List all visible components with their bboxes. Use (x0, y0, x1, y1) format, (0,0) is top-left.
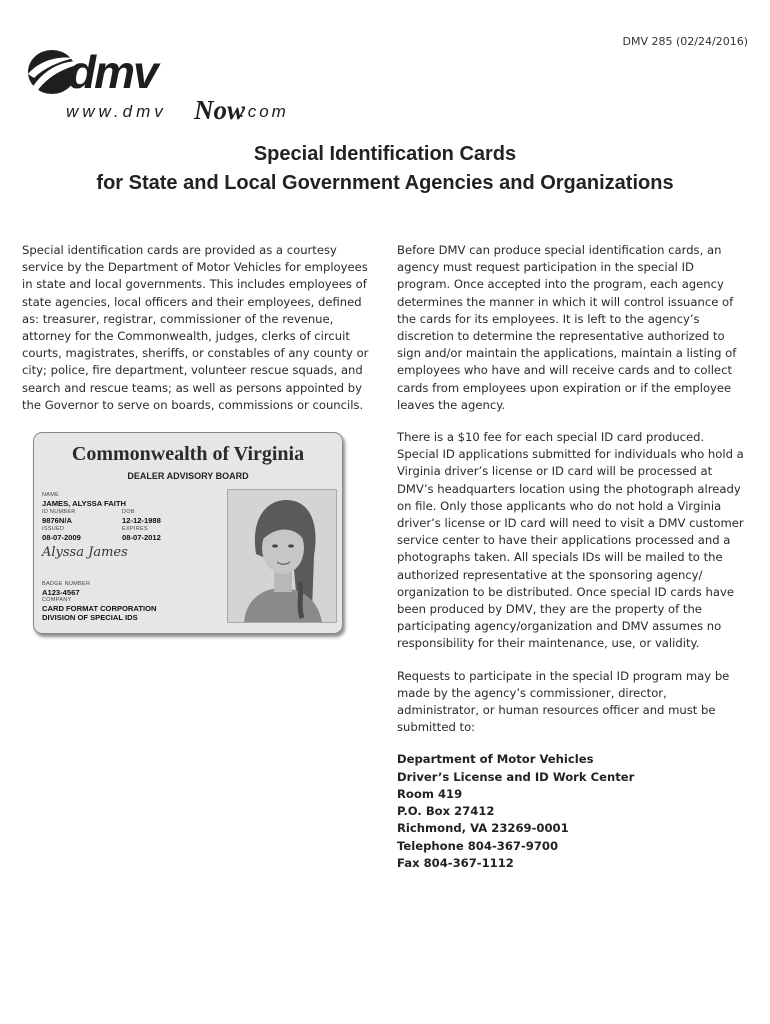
dmvnow-logo (22, 44, 312, 124)
card-photo (227, 489, 337, 623)
title-line-2: for State and Local Government Agencies and Organizations (96, 172, 674, 194)
card-expires-label: EXPIRES (122, 526, 148, 532)
card-issued-label: ISSUED (42, 526, 65, 532)
logo-brand: dmv (68, 46, 157, 98)
address-line-4: P.O. Box 27412 (397, 804, 495, 819)
card-badge-label: BADGE NUMBER (42, 581, 91, 587)
logo-url-prefix: www.dmv (66, 102, 167, 121)
card-signature (38, 529, 148, 569)
right-column (397, 242, 749, 872)
request-paragraph: Requests to participate in the special ID program may be made by the agency’s commissioner, director, administrator, or human resources officer and must be submitted to: (397, 668, 730, 735)
card-dob-label: DOB (122, 509, 135, 515)
address-line-3: Room 419 (397, 786, 463, 801)
card-signature-text: Alyssa James (42, 545, 128, 560)
fax: Fax 804-367-1112 (397, 855, 514, 870)
card-dob-value: 12-12-1988 (122, 516, 161, 525)
address-line-1: Department of Motor Vehicles (397, 752, 594, 767)
telephone: Telephone 804-367-9700 (397, 838, 559, 853)
card-id-value: 9876N/A (42, 516, 72, 525)
card-company-line-1: CARD FORMAT CORPORATION (42, 604, 157, 613)
card-expires-value: 08-07-2012 (122, 533, 161, 542)
card-issued-value: 08-07-2009 (42, 533, 81, 542)
logo-url-now: Now (194, 95, 246, 124)
address-line-5: Richmond, VA 23269-0001 (397, 821, 569, 836)
fee-paragraph: There is a $10 fee for each special ID card produced. Special ID applications submitted for individuals who hold a Virginia driver’s license or ID card will be processed at DMV’s headquarters location using the photograph already on file. Only those applicants who do not hold a Virginia driver’s license or ID card will need to visit a DMV customer service center to have their applications processed and a photographs taken. All specials IDs will be mailed to the authorized representative at the sponsoring agency/ organization to be distributed. Once special ID cards have been produced by DMV, they are the property of the participating agency/organization and DMV assumes no responsibility for their maintenance, use, or validity. (397, 430, 744, 651)
card-company-line-2: DIVISION OF SPECIAL IDS (42, 613, 138, 622)
card-company-label: COMPANY (42, 597, 72, 603)
card-subtitle: DEALER ADVISORY BOARD (127, 471, 249, 481)
address-line-2: Driver’s License and ID Work Center (397, 769, 635, 784)
page-title (0, 140, 770, 198)
card-title: Commonwealth of Virginia (71, 443, 305, 465)
logo-url-suffix: .com (240, 102, 289, 121)
card-badge-value: A123-4567 (42, 588, 80, 597)
mailing-address (397, 751, 749, 871)
form-number: DMV 285 (02/24/2016) (622, 35, 748, 48)
card-id-label: ID NUMBER (42, 509, 76, 515)
card-name-value: JAMES, ALYSSA FAITH (42, 499, 126, 508)
left-column (22, 242, 372, 429)
card-name-label: NAME (42, 492, 60, 498)
sample-id-card (33, 432, 343, 634)
title-line-1: Special Identification Cards (253, 143, 517, 165)
participation-paragraph: Before DMV can produce special identification cards, an agency must request participation in the special ID program. Once accepted into the program, each agency determines the manner in which it will control issuance of the cards for its employees. It is left to the agency’s discretion to determine the representative authorized to sign and/or maintain the applications, maintain a listing of employees who have and will receive cards and to collect cards from employees upon expiration or if the employee leaves the agency. (397, 243, 737, 412)
intro-paragraph: Special identification cards are provided as a courtesy service by the Department of Motor Vehicles for employees in state and local governments. This includes employees of state agencies, local officers and their employees, defined as: treasurer, registrar, commissioner of the revenue, attorney for the Commonwealth, judges, clerks of circuit courts, magistrates, sheriffs, or constables of any county or city; police, fire department, volunteer rescue squads, and search and rescue teams; as well as persons appointed by the Governor to serve on boards, commissions or councils. (22, 243, 369, 412)
